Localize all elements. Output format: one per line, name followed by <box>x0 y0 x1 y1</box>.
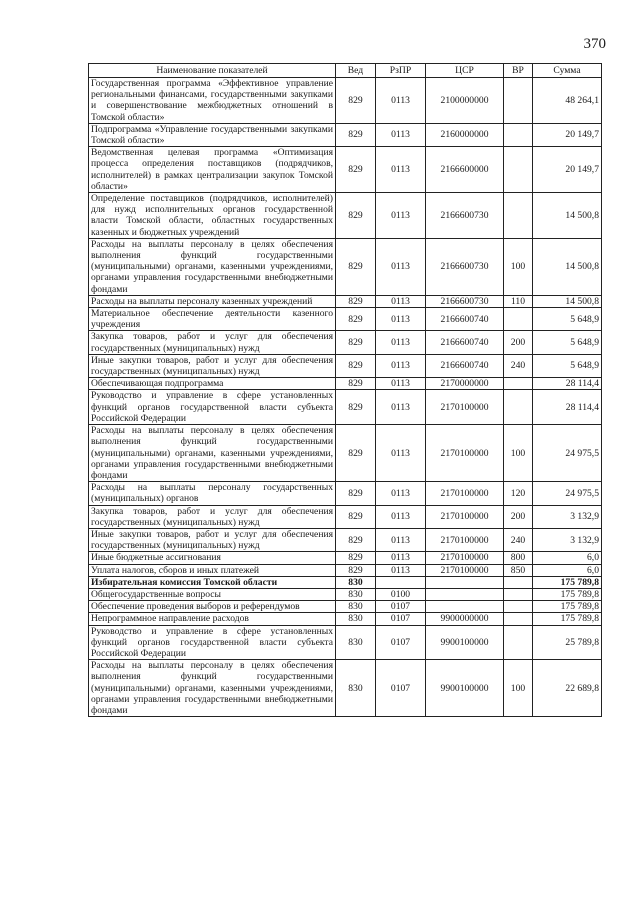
cell-rzpr: 0113 <box>376 390 426 425</box>
cell-sum: 24 975,5 <box>533 425 602 482</box>
cell-ved: 829 <box>336 564 376 576</box>
table-row <box>89 425 602 482</box>
table-row <box>89 331 602 354</box>
table-row <box>89 505 602 528</box>
cell-rzpr: 0113 <box>376 378 426 390</box>
cell-sum: 20 149,7 <box>533 123 602 146</box>
cell-ved: 829 <box>336 78 376 124</box>
cell-rzpr: 0113 <box>376 308 426 331</box>
cell-sum: 175 789,8 <box>533 576 602 588</box>
cell-rzpr: 0113 <box>376 482 426 505</box>
table-row <box>89 238 602 295</box>
cell-vr <box>504 601 533 613</box>
cell-name: Расходы на выплаты персоналу казенных учреждений <box>89 295 336 307</box>
cell-name: Руководство и управление в сфере установленных функций органов государственной власти субъекта Российской Федерации <box>89 625 336 660</box>
cell-name: Избирательная комиссия Томской области <box>89 576 336 588</box>
cell-sum: 175 789,8 <box>533 601 602 613</box>
cell-rzpr: 0113 <box>376 123 426 146</box>
cell-csr: 2166600740 <box>426 354 504 377</box>
cell-ved: 830 <box>336 588 376 600</box>
cell-name: Закупка товаров, работ и услуг для обеспечения государственных (муниципальных) нужд <box>89 331 336 354</box>
cell-rzpr: 0113 <box>376 354 426 377</box>
table-row <box>89 613 602 625</box>
cell-sum: 14 500,8 <box>533 238 602 295</box>
column-header-rzpr: РзПР <box>376 64 426 78</box>
cell-ved: 830 <box>336 576 376 588</box>
cell-name: Уплата налогов, сборов и иных платежей <box>89 564 336 576</box>
cell-vr: 200 <box>504 331 533 354</box>
cell-ved: 829 <box>336 378 376 390</box>
cell-name: Обеспечивающая подпрограмма <box>89 378 336 390</box>
cell-sum: 6,0 <box>533 552 602 564</box>
table-row <box>89 193 602 239</box>
table-row <box>89 576 602 588</box>
cell-csr <box>426 588 504 600</box>
cell-csr: 2100000000 <box>426 78 504 124</box>
cell-vr: 850 <box>504 564 533 576</box>
cell-ved: 829 <box>336 193 376 239</box>
cell-sum: 22 689,8 <box>533 660 602 717</box>
cell-vr <box>504 588 533 600</box>
table-row <box>89 528 602 551</box>
cell-sum: 24 975,5 <box>533 482 602 505</box>
column-header-vr: ВР <box>504 64 533 78</box>
cell-vr: 120 <box>504 482 533 505</box>
cell-name: Ведомственная целевая программа «Оптимизация процесса определения поставщиков (подрядчиков, исполнителей) в рамках централизации закупок Томской области» <box>89 147 336 193</box>
cell-ved: 829 <box>336 308 376 331</box>
table-row <box>89 601 602 613</box>
cell-ved: 829 <box>336 425 376 482</box>
cell-rzpr: 0107 <box>376 601 426 613</box>
cell-vr: 100 <box>504 660 533 717</box>
cell-vr <box>504 576 533 588</box>
cell-vr <box>504 308 533 331</box>
cell-ved: 829 <box>336 147 376 193</box>
table-row <box>89 147 602 193</box>
cell-vr: 800 <box>504 552 533 564</box>
cell-vr <box>504 390 533 425</box>
cell-name: Государственная программа «Эффективное управление региональными финансами, государственными закупками и совершенствование межбюджетных отношений в Томской области» <box>89 78 336 124</box>
cell-ved: 829 <box>336 354 376 377</box>
cell-sum: 175 789,8 <box>533 588 602 600</box>
cell-ved: 830 <box>336 613 376 625</box>
table-row <box>89 625 602 660</box>
cell-sum: 175 789,8 <box>533 613 602 625</box>
table-row <box>89 308 602 331</box>
table-row <box>89 378 602 390</box>
cell-vr <box>504 193 533 239</box>
column-header-sum: Сумма <box>533 64 602 78</box>
table-row <box>89 390 602 425</box>
cell-csr <box>426 576 504 588</box>
cell-sum: 3 132,9 <box>533 528 602 551</box>
cell-vr <box>504 625 533 660</box>
cell-ved: 829 <box>336 238 376 295</box>
table-row <box>89 564 602 576</box>
cell-csr: 2166600740 <box>426 308 504 331</box>
cell-csr <box>426 601 504 613</box>
cell-vr: 100 <box>504 425 533 482</box>
cell-rzpr: 0113 <box>376 238 426 295</box>
budget-table <box>88 63 602 717</box>
cell-ved: 829 <box>336 552 376 564</box>
cell-rzpr: 0113 <box>376 552 426 564</box>
cell-sum: 5 648,9 <box>533 331 602 354</box>
cell-rzpr: 0100 <box>376 588 426 600</box>
cell-vr: 100 <box>504 238 533 295</box>
cell-vr <box>504 123 533 146</box>
cell-vr: 200 <box>504 505 533 528</box>
cell-name: Расходы на выплаты персоналу в целях обеспечения выполнения функций государственными (муниципальными) органами, казенными учреждениями, органами управления государственными внебюджетными фондами <box>89 425 336 482</box>
cell-csr: 2170100000 <box>426 482 504 505</box>
cell-rzpr: 0113 <box>376 147 426 193</box>
cell-sum: 6,0 <box>533 564 602 576</box>
cell-sum: 25 789,8 <box>533 625 602 660</box>
cell-rzpr: 0113 <box>376 295 426 307</box>
cell-rzpr <box>376 576 426 588</box>
cell-csr: 2170100000 <box>426 564 504 576</box>
cell-rzpr: 0107 <box>376 613 426 625</box>
cell-rzpr: 0107 <box>376 660 426 717</box>
cell-rzpr: 0113 <box>376 528 426 551</box>
cell-vr <box>504 613 533 625</box>
cell-rzpr: 0113 <box>376 505 426 528</box>
cell-ved: 829 <box>336 390 376 425</box>
cell-name: Расходы на выплаты персоналу в целях обеспечения выполнения функций государственными (муниципальными) органами, казенными учреждениями, органами управления государственными внебюджетными фондами <box>89 238 336 295</box>
cell-name: Иные закупки товаров, работ и услуг для обеспечения государственных (муниципальных) нужд <box>89 354 336 377</box>
cell-name: Расходы на выплаты персоналу государственных (муниципальных) органов <box>89 482 336 505</box>
cell-name: Общегосударственные вопросы <box>89 588 336 600</box>
cell-csr: 9900000000 <box>426 613 504 625</box>
table-row <box>89 588 602 600</box>
cell-name: Материальное обеспечение деятельности казенного учреждения <box>89 308 336 331</box>
table-row <box>89 123 602 146</box>
cell-csr: 2170100000 <box>426 390 504 425</box>
cell-name: Подпрограмма «Управление государственными закупками Томской области» <box>89 123 336 146</box>
table-row <box>89 354 602 377</box>
cell-ved: 829 <box>336 295 376 307</box>
cell-vr: 240 <box>504 354 533 377</box>
table-row <box>89 78 602 124</box>
cell-rzpr: 0113 <box>376 564 426 576</box>
cell-vr: 110 <box>504 295 533 307</box>
table-row <box>89 552 602 564</box>
cell-ved: 829 <box>336 482 376 505</box>
cell-csr: 2166600730 <box>426 295 504 307</box>
cell-ved: 829 <box>336 505 376 528</box>
table-header-row <box>89 64 602 78</box>
cell-name: Руководство и управление в сфере установленных функций органов государственной власти субъекта Российской Федерации <box>89 390 336 425</box>
cell-vr <box>504 378 533 390</box>
cell-sum: 28 114,4 <box>533 390 602 425</box>
cell-csr: 2170100000 <box>426 425 504 482</box>
column-header-csr: ЦСР <box>426 64 504 78</box>
cell-rzpr: 0113 <box>376 331 426 354</box>
cell-csr: 2160000000 <box>426 123 504 146</box>
cell-rzpr: 0107 <box>376 625 426 660</box>
cell-rzpr: 0113 <box>376 425 426 482</box>
cell-vr: 240 <box>504 528 533 551</box>
table-row <box>89 482 602 505</box>
cell-name: Иные закупки товаров, работ и услуг для обеспечения государственных (муниципальных) нужд <box>89 528 336 551</box>
cell-sum: 5 648,9 <box>533 354 602 377</box>
cell-csr: 2166600730 <box>426 238 504 295</box>
cell-rzpr: 0113 <box>376 78 426 124</box>
table-row <box>89 295 602 307</box>
cell-ved: 830 <box>336 601 376 613</box>
cell-sum: 20 149,7 <box>533 147 602 193</box>
cell-csr: 2166600000 <box>426 147 504 193</box>
cell-csr: 2170100000 <box>426 552 504 564</box>
column-header-name: Наименование показателей <box>89 64 336 78</box>
cell-csr: 2170100000 <box>426 505 504 528</box>
cell-ved: 829 <box>336 331 376 354</box>
cell-csr: 2166600730 <box>426 193 504 239</box>
cell-name: Расходы на выплаты персоналу в целях обеспечения выполнения функций государственными (муниципальными) органами, казенными учреждениями, органами управления государственными внебюджетными фондами <box>89 660 336 717</box>
page-number: 370 <box>583 36 606 52</box>
cell-csr: 9900100000 <box>426 660 504 717</box>
cell-vr <box>504 147 533 193</box>
cell-name: Закупка товаров, работ и услуг для обеспечения государственных (муниципальных) нужд <box>89 505 336 528</box>
cell-ved: 829 <box>336 123 376 146</box>
cell-csr: 2170000000 <box>426 378 504 390</box>
cell-sum: 3 132,9 <box>533 505 602 528</box>
cell-ved: 830 <box>336 660 376 717</box>
cell-rzpr: 0113 <box>376 193 426 239</box>
cell-csr: 9900100000 <box>426 625 504 660</box>
cell-sum: 5 648,9 <box>533 308 602 331</box>
cell-sum: 48 264,1 <box>533 78 602 124</box>
cell-name: Обеспечение проведения выборов и референдумов <box>89 601 336 613</box>
cell-sum: 28 114,4 <box>533 378 602 390</box>
cell-name: Иные бюджетные ассигнования <box>89 552 336 564</box>
cell-name: Непрограммное направление расходов <box>89 613 336 625</box>
cell-csr: 2170100000 <box>426 528 504 551</box>
column-header-ved: Вед <box>336 64 376 78</box>
cell-ved: 830 <box>336 625 376 660</box>
cell-ved: 829 <box>336 528 376 551</box>
cell-name: Определение поставщиков (подрядчиков, исполнителей) для нужд исполнительных органов государственной власти Томской области, областных государственных казенных и бюджетных учреждений <box>89 193 336 239</box>
table-body <box>89 78 602 717</box>
cell-sum: 14 500,8 <box>533 295 602 307</box>
cell-sum: 14 500,8 <box>533 193 602 239</box>
cell-csr: 2166600740 <box>426 331 504 354</box>
cell-vr <box>504 78 533 124</box>
table-row <box>89 660 602 717</box>
